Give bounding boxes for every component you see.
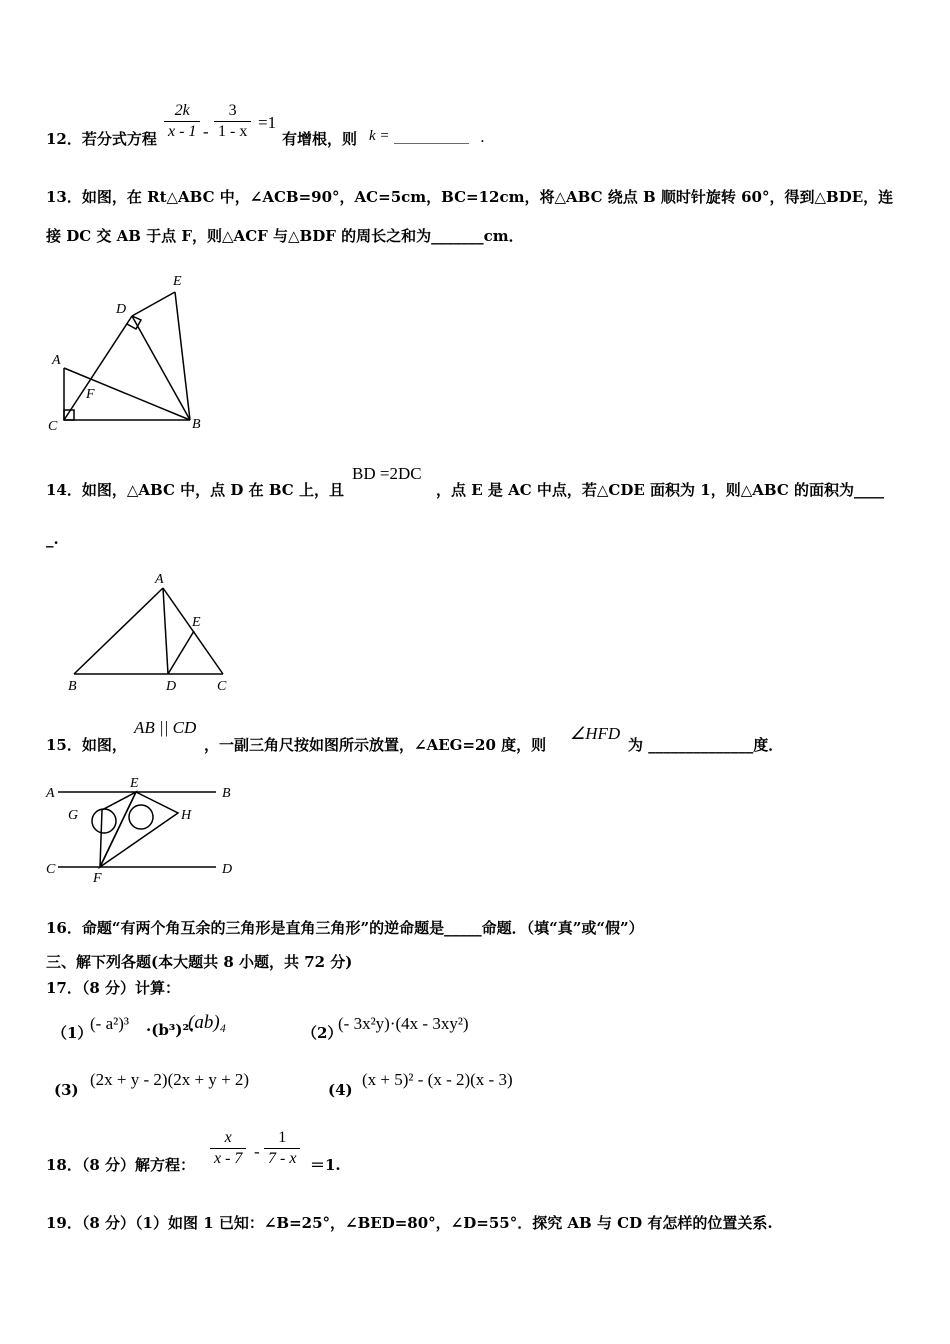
q17-part-1-expr-a: (- a²)³ [90, 1014, 129, 1033]
section-3-title: 三、解下列各题(本大题共 8 小题，共 72 分) [46, 953, 353, 971]
q15-mid: ，一副三角尺按如图所示放置，∠AEG=20 度，则 [204, 736, 547, 754]
q15-figure [40, 775, 240, 890]
q15-label-e: E [130, 776, 139, 791]
q12-end: . [480, 128, 485, 146]
q15-label-a: A [46, 786, 55, 801]
q14-label-b: B [68, 679, 77, 694]
q15-label-g: G [68, 808, 79, 823]
q15-prefix: 15．如图， [46, 736, 127, 754]
q12-fraction-1: $\frac{2k}{x - 1}$ [164, 101, 200, 142]
q12-mid: 有增根，则 [282, 130, 358, 148]
q14-condition: BD =2DC [352, 464, 422, 483]
q15-label-f: F [93, 871, 102, 886]
q17-part-2-label: （2） [302, 1024, 343, 1042]
q17-part-3-label: (3) [54, 1081, 79, 1099]
q13-label-f: F [86, 387, 95, 402]
q13-line-1: 13．如图，在 Rt△ABC 中，∠ACB=90°，AC=5cm，BC=12cm，将△ABC 绕点 B 顺时针旋转 60°，得到△BDE，连 [46, 188, 894, 206]
q14-prefix: 14．如图，△ABC 中，点 D 在 BC 上，且 [46, 481, 344, 499]
q12-blank: __________ [394, 126, 469, 144]
q14-label-d: D [166, 679, 177, 694]
question-19: 19．（8 分）（1）如图 1 已知：∠B=25°，∠BED=80°，∠D=55°．探究 AB 与 CD 有怎样的位置关系. [46, 1214, 773, 1232]
q17-part-4-expr: (x + 5)² - (x - 2)(x - 3) [362, 1070, 513, 1089]
q17-part-3-expr: (2x + y - 2)(2x + y + 2) [90, 1070, 250, 1089]
q12-var: k = [369, 128, 390, 144]
q17-part-1-expr-c: (ab)₄ [188, 1012, 227, 1033]
q13-label-c: C [48, 419, 58, 434]
q14-label-a: A [155, 572, 164, 587]
q13-line-2: 接 DC 交 AB 于点 F，则△ACF 与△BDF 的周长之和为_______cm． [46, 227, 524, 245]
q12-fraction-2: $\frac{3}{1 - x}$ [214, 101, 251, 142]
q17-title: 17．（8 分）计算： [46, 979, 181, 997]
q14-label-e: E [192, 615, 201, 630]
q18-suffix: ＝1. [310, 1156, 341, 1174]
q13-label-b: B [192, 417, 201, 432]
q15-label-h: H [181, 808, 192, 823]
q14-suffix: ，点 E 是 AC 中点，若△CDE 面积为 1，则△ABC 的面积为____ [436, 481, 884, 499]
q18-prefix: 18．（8 分）解方程： [46, 1156, 196, 1174]
q12-equals: =1 [258, 113, 277, 132]
q14-label-c: C [217, 679, 227, 694]
q15-condition: AB || CD [134, 718, 197, 737]
q12-minus: - [203, 122, 209, 141]
q13-label-d: D [116, 302, 127, 317]
q18-fraction-1: $\frac{x}{x - 7}$ [210, 1128, 246, 1169]
q15-label-c: C [46, 862, 56, 877]
q15-label-d: D [222, 862, 233, 877]
q17-part-1-label: （1） [52, 1024, 93, 1042]
q13-figure [40, 268, 220, 438]
q17-part-2-expr: (- 3x²y)·(4x - 3xy²) [338, 1014, 469, 1033]
q14-figure [60, 568, 240, 698]
q15-angle: ∠HFD [570, 724, 621, 743]
question-16: 16．命题“有两个角互余的三角形是直角三角形”的逆命题是_____命题．（填“真”或“假”） [46, 919, 644, 937]
q18-minus: - [254, 1142, 260, 1161]
q17-part-1-expr-b: ·(b³)²· [146, 1021, 195, 1039]
q13-label-e: E [173, 274, 182, 289]
q17-part-4-label: (4) [328, 1081, 353, 1099]
q12-prefix: 12．若分式方程 [46, 130, 157, 148]
q15-label-b: B [222, 786, 231, 801]
q13-label-a: A [52, 353, 61, 368]
q18-fraction-2: $\frac{1}{7 - x}$ [264, 1128, 300, 1169]
q14-line-2: _. [46, 530, 59, 548]
q15-suffix: 为 ______________度． [628, 736, 784, 754]
